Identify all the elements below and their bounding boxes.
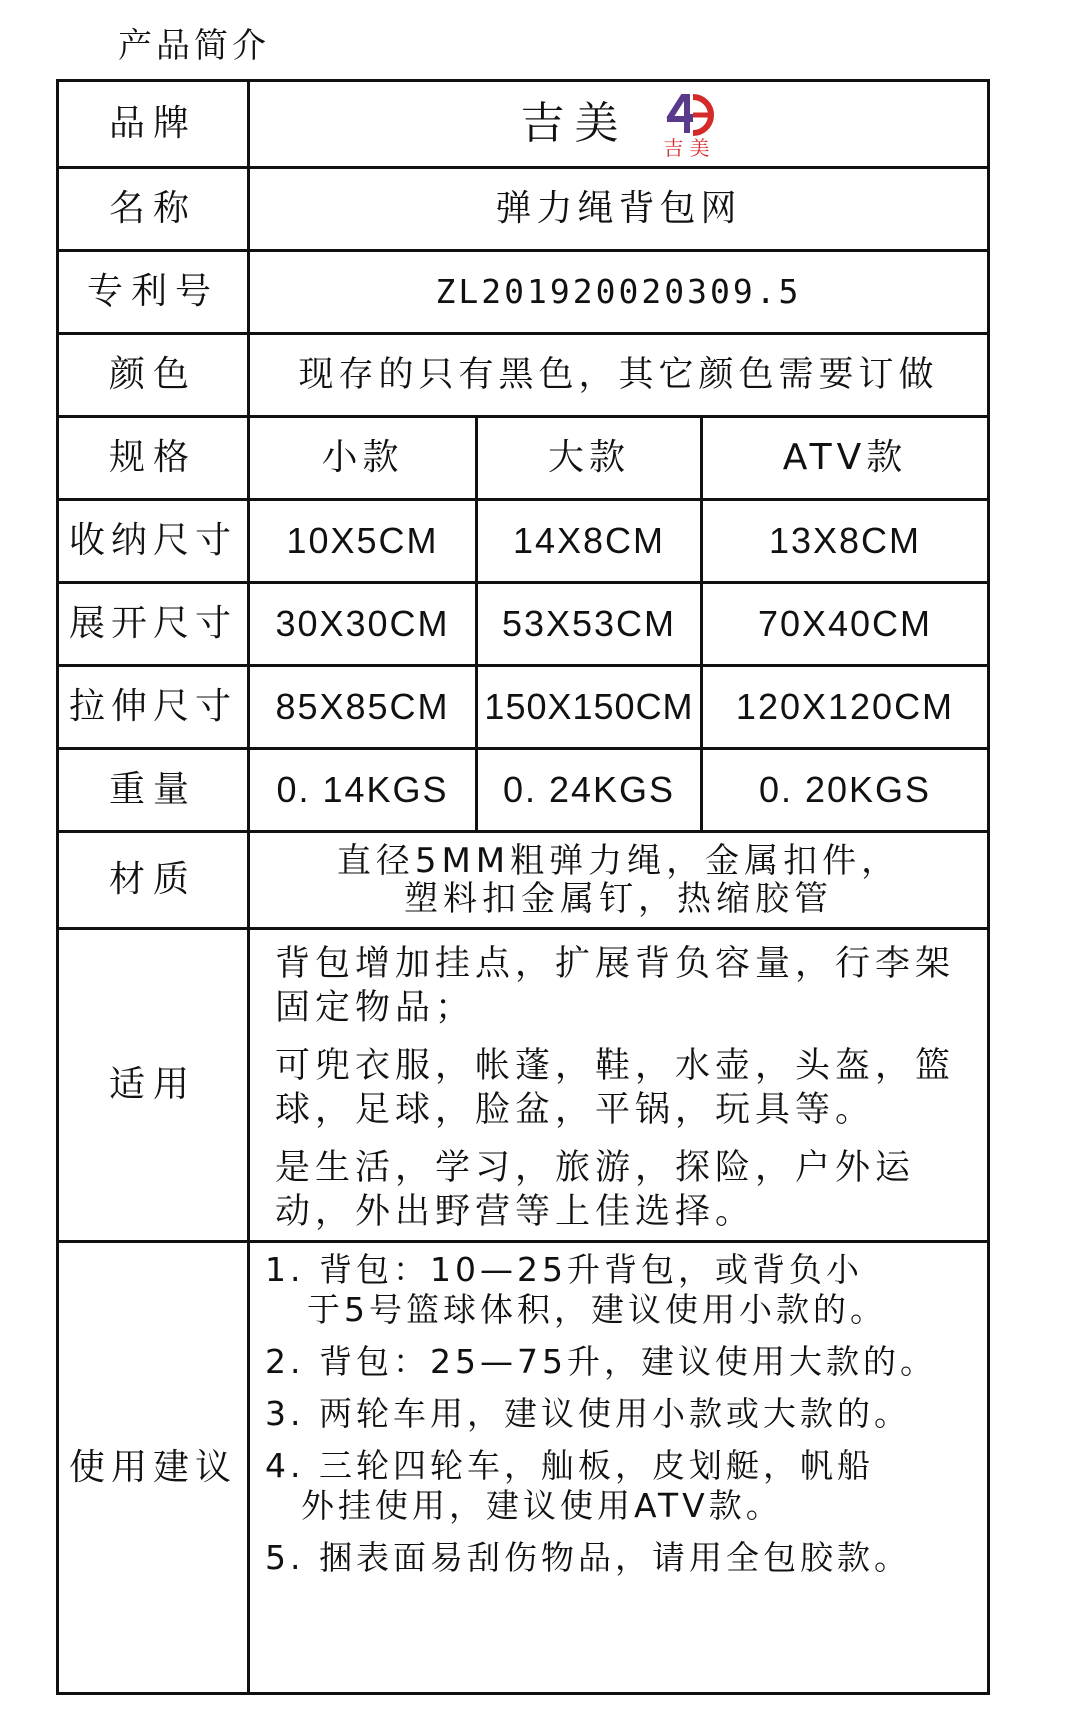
advice-item-5: 5. 捆表面易刮伤物品，请用全包胶款。 — [265, 1538, 911, 1577]
stretch-size-small: 85X85CM — [275, 686, 450, 728]
patent-value: ZL201920020309.5 — [435, 271, 802, 311]
color-label: 颜色 — [108, 354, 197, 396]
brand-logo — [663, 93, 717, 159]
spec-large: 大款 — [547, 437, 630, 479]
patent-label: 专利号 — [86, 271, 219, 313]
stored-size-small: 10X5CM — [286, 520, 439, 562]
brand-cell — [250, 82, 987, 166]
open-size-atv: 70X40CM — [757, 603, 933, 645]
color-value: 现存的只有黑色，其它颜色需要订做 — [298, 354, 939, 395]
open-size-large: 53X53CM — [501, 603, 677, 645]
open-size-small: 30X30CM — [275, 603, 450, 645]
advice-item-2: 2. 背包：25—75升，建议使用大款的。 — [265, 1342, 937, 1381]
advice-item-3: 3. 两轮车用，建议使用小款或大款的。 — [265, 1394, 911, 1433]
page-title: 产品简介 — [118, 26, 270, 66]
usage-paragraph-1: 背包增加挂点，扩展背负容量，行李架固定物品； — [275, 944, 956, 1028]
brand-logo-icon — [663, 93, 717, 137]
advice-list — [265, 1250, 980, 1578]
usage-text — [275, 942, 965, 1248]
stored-size-large: 14X8CM — [512, 520, 666, 562]
advice-item-4-cont: 外挂使用，建议使用ATV款。 — [301, 1486, 783, 1525]
usage-paragraph-2: 可兜衣服，帐蓬，鞋，水壶，头盔，篮球，足球，脸盆，平锅，玩具等。 — [275, 1046, 956, 1130]
open-size-label: 展开尺寸 — [68, 603, 237, 645]
brand-value: 吉美 — [520, 97, 629, 149]
stored-size-atv: 13X8CM — [768, 520, 922, 562]
stretch-size-large: 150X150CM — [484, 686, 694, 728]
stretch-size-label: 拉伸尺寸 — [68, 686, 237, 728]
weight-large: 0. 24KGS — [502, 769, 676, 811]
advice-label: 使用建议 — [68, 1446, 237, 1488]
name-label: 名称 — [108, 188, 197, 230]
stored-size-label: 收纳尺寸 — [68, 520, 237, 562]
name-value: 弹力绳背包网 — [495, 188, 742, 230]
brand-label: 品牌 — [108, 103, 197, 145]
spec-label: 规格 — [108, 437, 197, 479]
product-spec-table — [56, 79, 990, 1695]
spec-atv: ATV款 — [782, 437, 908, 479]
advice-item-4: 4. 三轮四轮车，舢板，皮划艇，帆船 — [265, 1446, 874, 1485]
usage-label: 适用 — [108, 1064, 197, 1106]
usage-paragraph-3: 是生活，学习，旅游，探险，户外运动，外出野营等上佳选择。 — [275, 1148, 916, 1232]
weight-label: 重量 — [108, 769, 197, 811]
material-value — [250, 833, 987, 927]
weight-atv: 0. 20KGS — [758, 769, 932, 811]
material-line-1: 直径5MM粗弹力绳，金属扣件， — [336, 841, 901, 881]
spec-small: 小款 — [321, 437, 404, 479]
material-line-2: 塑料扣金属钉，热缩胶管 — [404, 879, 833, 919]
weight-small: 0. 14KGS — [276, 769, 449, 811]
advice-item-1: 1. 背包：10—25升背包，或背负小 — [265, 1250, 863, 1289]
brand-logo-text: 吉美 — [663, 136, 716, 160]
material-label: 材质 — [108, 859, 197, 901]
advice-item-1-cont: 于5号篮球体积，建议使用小款的。 — [307, 1290, 887, 1329]
stretch-size-atv: 120X120CM — [735, 686, 955, 728]
